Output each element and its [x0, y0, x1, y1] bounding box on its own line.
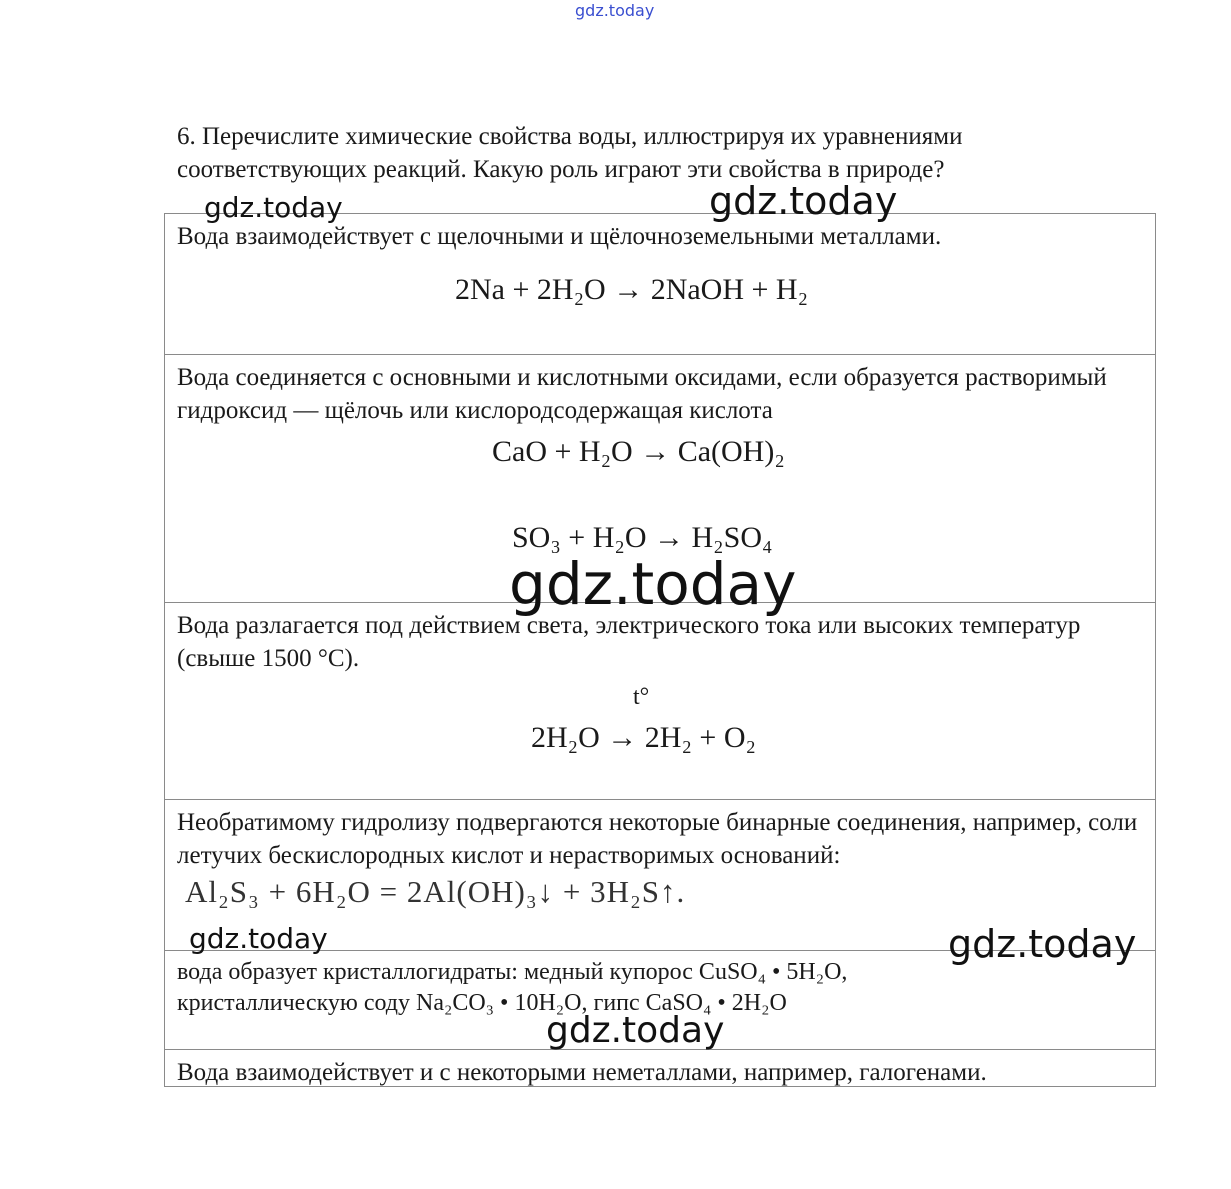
watermark: gdz.today	[546, 1010, 725, 1051]
equation: CaO + H₂O → Ca(OH)₂	[492, 435, 785, 468]
row-text: Вода взаимодействует и с некоторыми неметаллами, например, галогенами.	[177, 1059, 987, 1086]
row-text: Вода разлагается под действием света, электрического тока или высоких температур (свыше 1500 °С).	[177, 612, 1081, 672]
row-text: Вода взаимодействует с щелочными и щёлочноземельными металлами.	[177, 223, 942, 250]
watermark-top[interactable]: gdz.today	[575, 1, 655, 20]
equation: 2Na + 2H₂O → 2NaOH + H₂	[455, 273, 809, 306]
table-row	[165, 603, 1155, 800]
watermark: gdz.today	[948, 922, 1137, 966]
reaction-condition: t°	[633, 684, 650, 710]
table-row	[165, 1050, 1155, 1086]
equation: 2H₂O → 2H₂ + O₂	[531, 721, 756, 754]
watermark: gdz.today	[509, 550, 797, 618]
watermark: gdz.today	[189, 922, 328, 955]
question-text: 6. Перечислите химические свойства воды, иллюстрируя их уравнениями соответствующих реакций. Какую роль играют эти свойства в природе?	[177, 123, 963, 183]
equation: SO₃ + H₂O → H₂SO₄	[512, 521, 773, 554]
watermark: gdz.today	[709, 179, 898, 223]
table-row	[165, 214, 1155, 355]
equation: Al₂S₃ + 6H₂O = 2Al(OH)₃↓ + 3H₂S↑.	[185, 874, 686, 909]
row-text: Необратимому гидролизу подвергаются некоторые бинарные соединения, например, соли летучих бескислородных кислот и нерастворимых оснований:	[177, 809, 1138, 869]
watermark: gdz.today	[204, 191, 343, 224]
row-text: Вода соединяется с основными и кислотными оксидами, если образуется растворимый гидроксид — щёлочь или кислородсодержащая кислота	[177, 364, 1107, 424]
row-text: вода образует кристаллогидраты: медный купорос CuSO₄ • 5H₂O, кристаллическую соду Na₂CO₃ • 10H₂O, гипс CaSO₄ • 2H₂O	[177, 959, 848, 1016]
